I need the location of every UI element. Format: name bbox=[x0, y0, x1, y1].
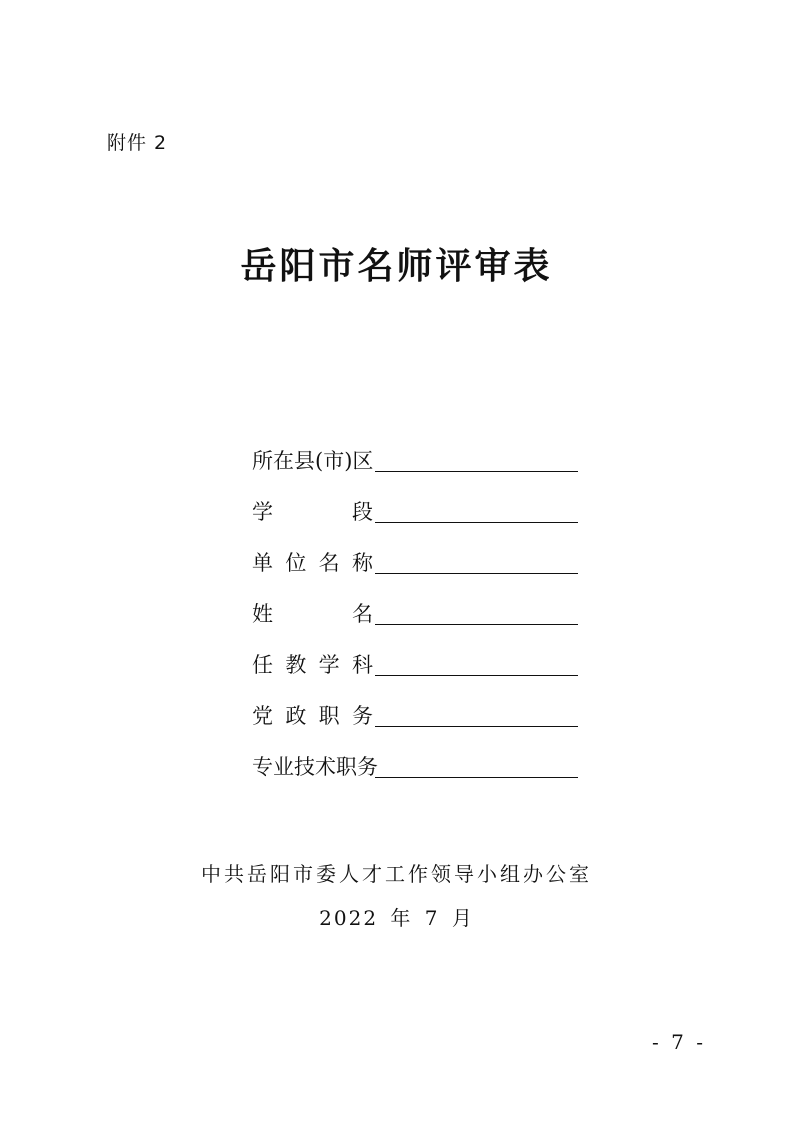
form-field-label bbox=[252, 701, 373, 731]
form-field-row bbox=[252, 680, 578, 731]
page-title: 岳阳市名师评审表 bbox=[240, 245, 553, 287]
form-fields bbox=[252, 425, 578, 782]
form-field-label-char: 名 bbox=[318, 551, 340, 575]
form-field-label-char: 技 bbox=[294, 755, 315, 779]
form-field-label-char: 业 bbox=[273, 755, 294, 779]
form-field-label-char: 职 bbox=[318, 704, 340, 728]
form-field-row bbox=[252, 425, 578, 476]
form-field-label-char: 学 bbox=[252, 500, 273, 524]
form-field-blank-line[interactable] bbox=[375, 773, 578, 778]
form-field-label-char: 术 bbox=[315, 755, 336, 779]
form-field-row bbox=[252, 527, 578, 578]
form-field-label-char: 专 bbox=[252, 755, 273, 779]
attachment-label: 附件 2 bbox=[107, 132, 168, 154]
form-field-label-char: 县 bbox=[294, 449, 315, 473]
form-field-label-char: 职 bbox=[336, 755, 357, 779]
form-field-blank-line[interactable] bbox=[375, 722, 578, 727]
form-field-label-char: 务 bbox=[351, 704, 373, 728]
form-field-label bbox=[252, 599, 373, 629]
issuing-office: 中共岳阳市委人才工作领导小组办公室 bbox=[201, 862, 592, 886]
form-field-label bbox=[252, 497, 373, 527]
form-field-label bbox=[252, 548, 373, 578]
form-field-row bbox=[252, 629, 578, 680]
form-field-label-char: 科 bbox=[351, 653, 373, 677]
form-field-label-char: 政 bbox=[285, 704, 307, 728]
issue-date: 2022 年 7 月 bbox=[319, 906, 474, 930]
form-field-blank-line[interactable] bbox=[375, 518, 578, 523]
form-field-label-char: 段 bbox=[352, 500, 373, 524]
form-field-label-char: 名 bbox=[352, 602, 373, 626]
form-field-label-char: 学 bbox=[318, 653, 340, 677]
form-field-label-char: 任 bbox=[252, 653, 273, 677]
form-field-blank-line[interactable] bbox=[375, 671, 578, 676]
form-field-row bbox=[252, 578, 578, 629]
form-field-row bbox=[252, 476, 578, 527]
form-field-label-char: 区 bbox=[352, 449, 374, 473]
form-field-label-char: 务 bbox=[357, 755, 378, 779]
form-field-label bbox=[252, 446, 373, 476]
form-field-label-char: 单 bbox=[252, 551, 273, 575]
form-field-label-char: 称 bbox=[351, 551, 373, 575]
form-field-blank-line[interactable] bbox=[375, 620, 578, 625]
form-field-label-char: 位 bbox=[285, 551, 307, 575]
form-field-label-char: 所 bbox=[252, 449, 273, 473]
form-field-label-char: (市) bbox=[315, 449, 353, 473]
form-field-blank-line[interactable] bbox=[375, 467, 578, 472]
form-field-label bbox=[252, 752, 378, 782]
form-field-label-char: 教 bbox=[285, 653, 307, 677]
page-number: - 7 - bbox=[652, 1030, 706, 1054]
form-field-label-char: 在 bbox=[273, 449, 294, 473]
form-field-label-char: 党 bbox=[252, 704, 273, 728]
form-field-blank-line[interactable] bbox=[375, 569, 578, 574]
form-field-label bbox=[252, 650, 373, 680]
form-field-label-char: 姓 bbox=[252, 602, 273, 626]
form-field-row bbox=[252, 731, 578, 782]
